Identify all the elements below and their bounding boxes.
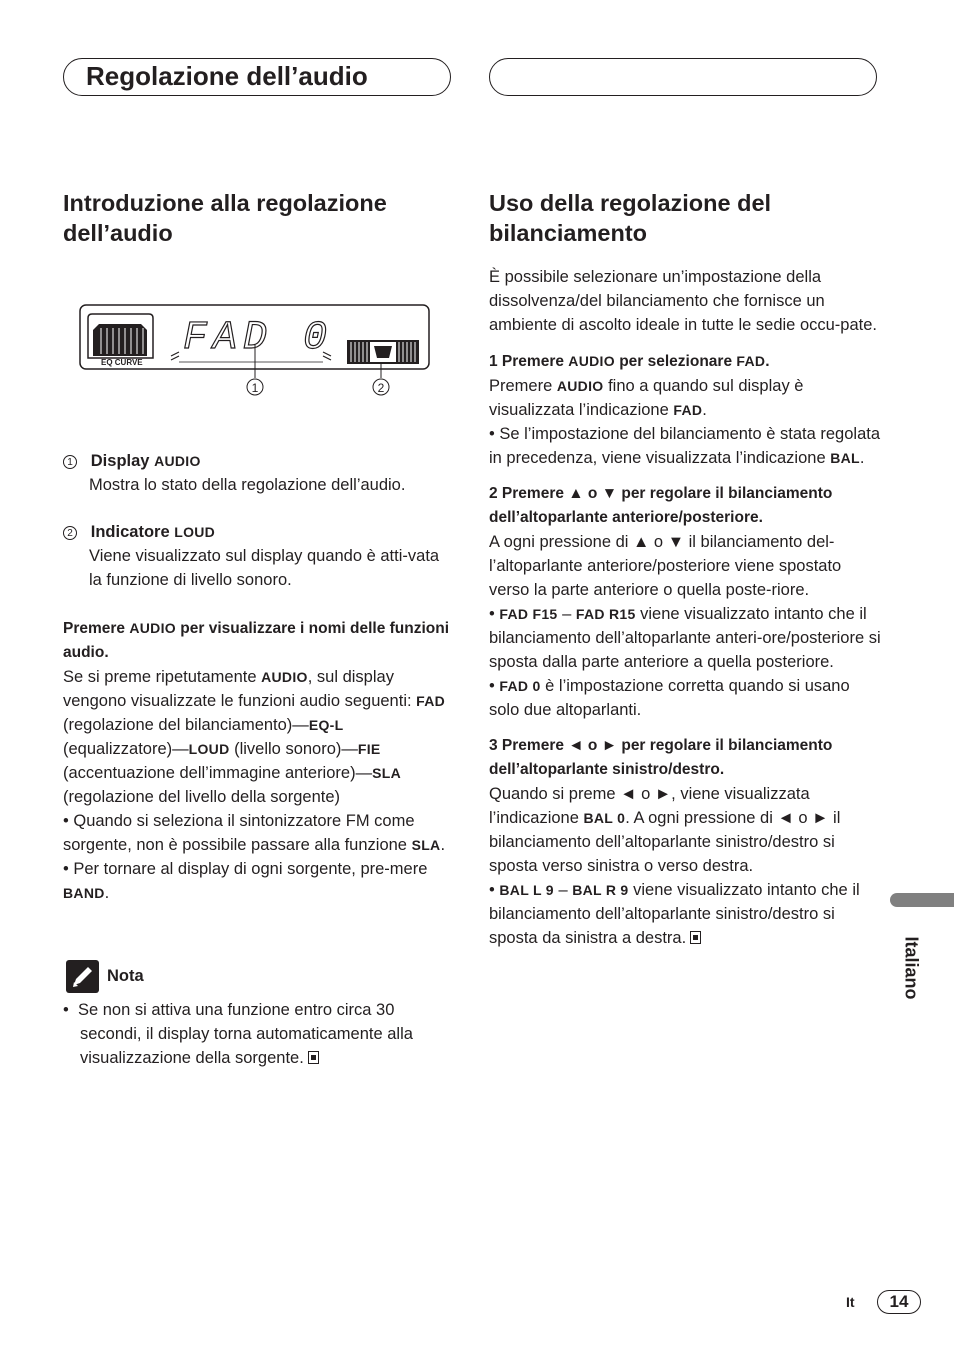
item-2-text: Viene visualizzato sul display quando è atti-vata la funzione di livello sonoro. <box>89 547 440 589</box>
page-title: Regolazione dell’audio <box>86 61 368 91</box>
note-title: Nota <box>107 967 144 985</box>
step-2-bullet-1: • FAD F15 – FAD R15 viene visualizzato intanto che il bilanciamento dell’altoparlante anteri-ore/posteriore si sposta dalla parte anteriore a quella posteriore. <box>489 605 881 671</box>
bullet-fm-tuner: • Quando si seleziona il sintonizzatore FM come sorgente, non è possibile passare alla funzione SLA. <box>63 812 446 854</box>
step-1-text: Premere AUDIO fino a quando sul display è visualizzata l’indicazione FAD. <box>489 377 804 419</box>
page-number: 14 <box>877 1290 921 1314</box>
bullet-return-display: • Per tornare al display di ogni sorgente, pre-mere BAND. <box>63 860 428 902</box>
step-2-title: 2 Premere ▲ o ▼ per regolare il bilanciamento dell’altoparlante anteriore/posteriore. <box>489 485 833 526</box>
instr-text-a: Premere <box>63 620 126 637</box>
segment-readout: FAD 0 <box>183 316 334 361</box>
instr-text-b: per visualizzare i nomi delle funzioni audio. <box>63 620 450 661</box>
instr-key: AUDIO <box>129 620 176 636</box>
functions-paragraph: Se si preme ripetutamente AUDIO, sul display vengono visualizzate le funzioni audio seguenti: FAD (regolazione del bilanciamento)—EQ-L (equalizzatore)—LOUD (livello sonoro)—FIE (accentuazione dell’immagine anteriore)—SLA (regolazione del livello della sorgente) <box>63 668 446 806</box>
item-2-number: 2 <box>63 526 77 540</box>
item-1-label: Display <box>90 452 150 470</box>
right-heading: Uso della regolazione del bilanciamento <box>489 190 772 246</box>
end-mark-icon <box>308 1051 319 1064</box>
step-3-title: 3 Premere ◄ o ► per regolare il bilanciamento dell’altoparlante sinistro/destro. <box>489 737 833 778</box>
step-2-bullet-2: • FAD 0 è l’impostazione corretta quando si usano solo due altoparlanti. <box>489 677 850 719</box>
note-icon <box>66 960 99 993</box>
step-3-text: Quando si preme ◄ o ►, viene visualizzata l’indicazione BAL 0. A ogni pressione di ◄ o ► il bilanciamento dell’altoparlante sinistro/destro si sposta verso sinistra o verso destra. <box>489 785 841 875</box>
side-language-label: Italiano <box>901 936 922 1000</box>
intro-paragraph: È possibile selezionare un’impostazione della dissolvenza/del bilanciamento che fornisce un ambiente di ascolto ideale in tutte le sedie occu-pate. <box>489 268 877 334</box>
item-1-text: Mostra lo stato della regolazione dell’audio. <box>89 476 406 494</box>
left-heading: Introduzione alla regolazione dell’audio <box>63 190 387 246</box>
item-2 <box>63 520 455 592</box>
item-1 <box>63 449 455 497</box>
note-body: • Se non si attiva una funzione entro circa 30 secondi, il display torna automaticamente alla visualizzazione della sorgente. <box>63 1001 413 1067</box>
right-content <box>489 265 881 950</box>
section-tab <box>890 893 954 907</box>
eq-curve-label: EQ CURVE <box>101 358 143 367</box>
loud-level-icon <box>347 340 419 364</box>
item-1-number: 1 <box>63 455 77 469</box>
footer-lang: It <box>846 1294 855 1310</box>
callout-1: 1 <box>251 381 259 395</box>
step-3-bullet: • BAL L 9 – BAL R 9 viene visualizzato intanto che il bilanciamento dell’altoparlante sinistro/destro si sposta da sinistra a destra. <box>489 881 860 947</box>
audio-functions-section <box>63 616 455 905</box>
item-2-key: LOUD <box>174 524 216 540</box>
step-2-text: A ogni pressione di ▲ o ▼ il bilanciamento del-l’altoparlante anteriore/posteriore viene spostato verso la parte anteriore o quella poste-riore. <box>489 533 842 599</box>
item-1-key: AUDIO <box>154 453 201 469</box>
note-text: Se non si attiva una funzione entro circa 30 secondi, il display torna automaticamente alla visualizzazione della sorgente. <box>77 1001 413 1067</box>
step-1-bullet: • Se l’impostazione del bilanciamento è stata regolata in precedenza, viene visualizzata l’indicazione BAL. <box>489 425 881 467</box>
step-1-title: 1 Premere AUDIO per selezionare FAD. <box>489 353 770 370</box>
item-2-label: Indicatore <box>90 523 170 541</box>
header-blank-frame <box>489 58 877 96</box>
display-illustration <box>79 304 431 404</box>
callout-2: 2 <box>377 381 385 395</box>
end-mark-icon <box>690 931 701 944</box>
car-display-svg <box>79 304 431 404</box>
